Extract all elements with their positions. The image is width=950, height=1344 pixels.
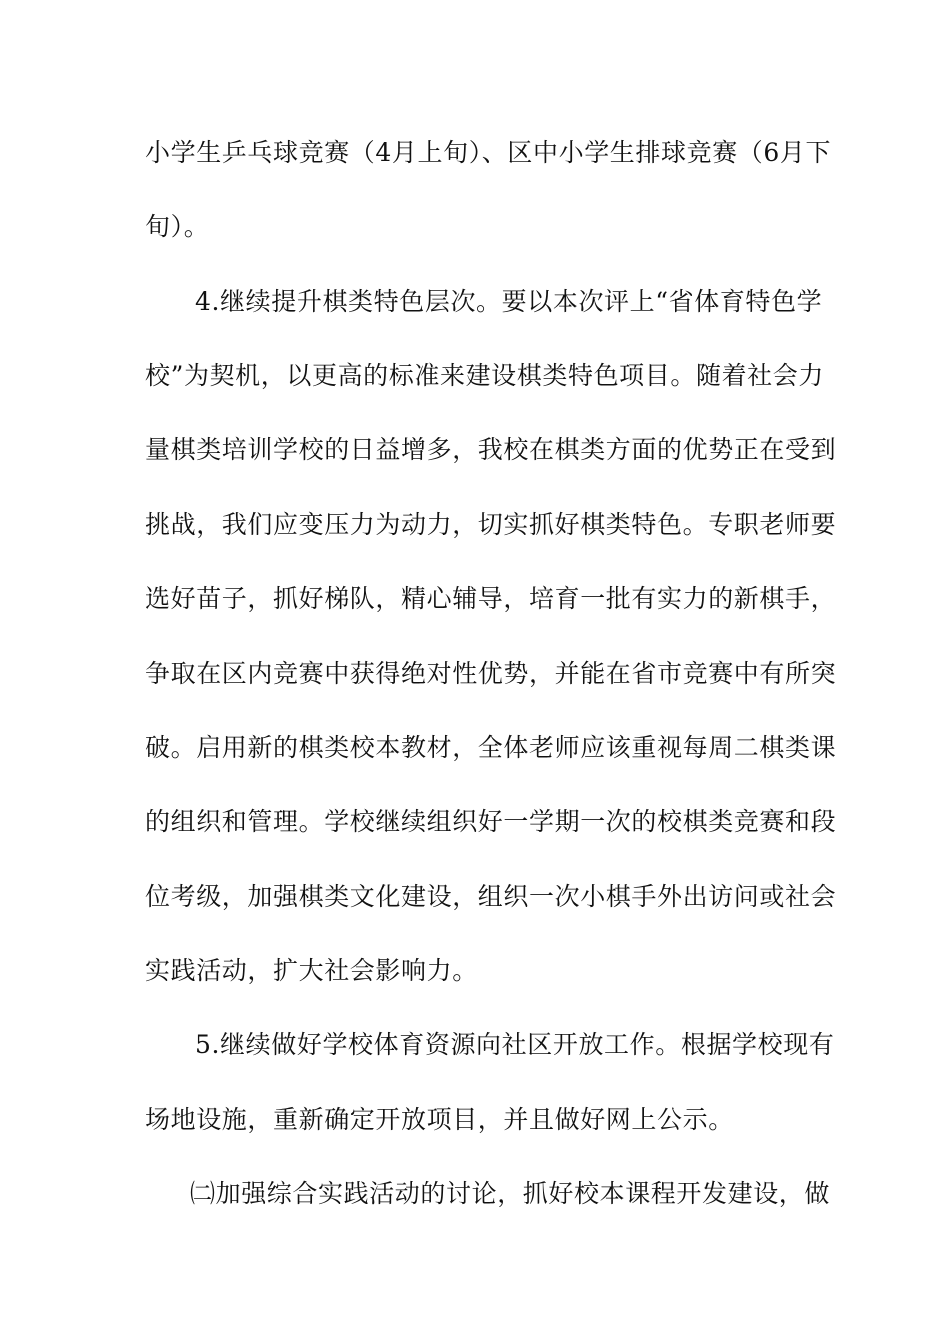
text-line: 破。启用新的棋类校本教材，全体老师应该重视每周二棋类课 — [145, 733, 837, 762]
text-line: 校”为契机，以更高的标准来建设棋类特色项目。随着社会力 — [145, 361, 824, 390]
text-line: 挑战，我们应变压力为动力，切实抓好棋类特色。专职老师要 — [145, 510, 837, 539]
text-line: 小学生乒乓球竞赛（4月上旬）、区中小学生排球竞赛（6月下 — [145, 138, 832, 167]
text-line: 位考级，加强棋类文化建设，组织一次小棋手外出访问或社会 — [145, 882, 837, 911]
paragraph-4-first-line: 4.继续提升棋类特色层次。要以本次评上“省体育特色学 — [195, 287, 823, 316]
text-line: 旬）。 — [145, 212, 210, 241]
section-2-first-line: ㈡加强综合实践活动的讨论，抓好校本课程开发建设，做 — [190, 1179, 831, 1208]
text-line: 争取在区内竞赛中获得绝对性优势，并能在省市竞赛中有所突 — [145, 659, 837, 688]
text-line: 选好苗子，抓好梯队，精心辅导，培育一批有实力的新棋手， — [145, 584, 837, 613]
paragraph-5-first-line: 5.继续做好学校体育资源向社区开放工作。根据学校现有 — [195, 1030, 835, 1059]
text-line: 实践活动，扩大社会影响力。 — [145, 956, 478, 985]
text-line: 场地设施，重新确定开放项目，并且做好网上公示。 — [145, 1105, 734, 1134]
text-line: 量棋类培训学校的日益增多，我校在棋类方面的优势正在受到 — [145, 435, 837, 464]
text-line: 的组织和管理。学校继续组织好一学期一次的校棋类竞赛和段 — [145, 807, 837, 836]
